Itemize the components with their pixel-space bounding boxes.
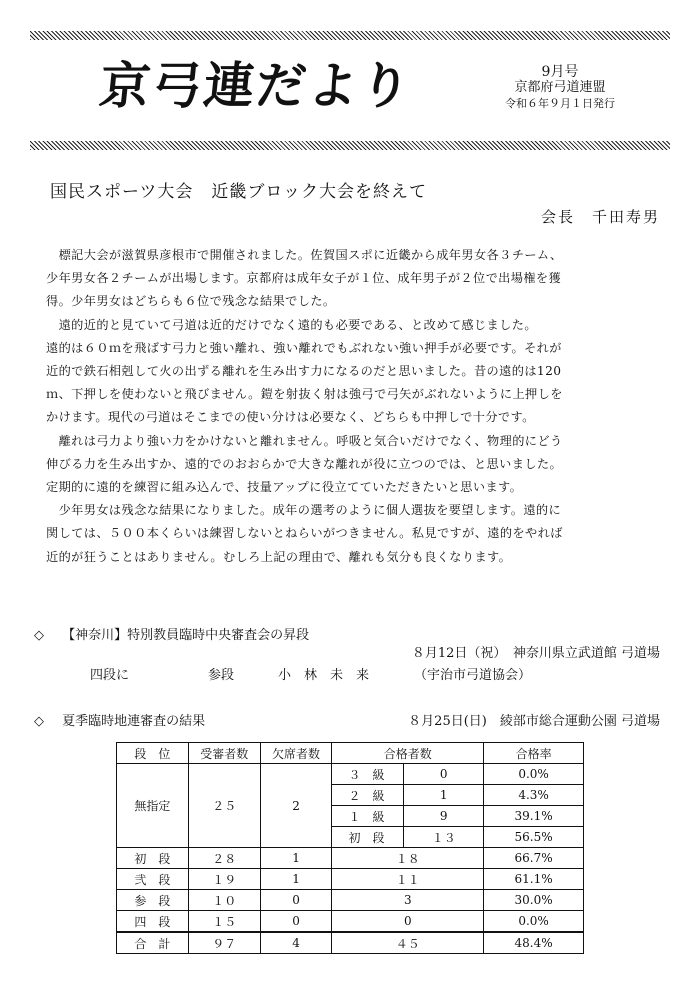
sub-passed: 1 <box>404 785 484 806</box>
article-author: 会長 千田寿男 <box>540 208 660 226</box>
row-rank: 四 段 <box>117 911 189 933</box>
row-absent: 0 <box>260 890 332 911</box>
promotion-date-venue: ８月12日（祝） 神奈川県立武道館 弓道場 <box>411 646 660 661</box>
table-row <box>117 764 584 785</box>
sub-grade: 初 段 <box>332 827 404 848</box>
row-absent: 0 <box>260 911 332 933</box>
table-row <box>117 869 584 890</box>
exam-results-table <box>116 742 584 954</box>
unspecified-examinees: ２５ <box>188 764 260 848</box>
header-rank: 段 位 <box>117 743 189 764</box>
row-rate: 0.0% <box>484 911 584 933</box>
table-header-row <box>117 743 584 764</box>
sub-rate: 56.5% <box>484 827 584 848</box>
header-examinees: 受審者数 <box>188 743 260 764</box>
total-rate: 48.4% <box>484 932 584 954</box>
article-paragraph: 離れは弓力より強い力をかけないと離れません。呼吸と気合いだけでなく、物理的にどう 伸びる力を生み出すか、遠的でのおおらかで大きな離れが役に立つのでは、と思いました。 定期的に遠的を練習に組み込んで、技量アップに役立てていただきたいと思います。 <box>46 433 563 495</box>
exam-heading <box>34 710 205 729</box>
table-row <box>117 911 584 933</box>
row-rank: 弐 段 <box>117 869 189 890</box>
row-passed: 0 <box>332 911 484 933</box>
sub-passed: １３ <box>404 827 484 848</box>
article-paragraph: 少年男女は残念な結果になりました。成年の選考のように個人選抜を要望します。遠的に 関しては、５００本くらいは練習しないとねらいがつきません。私見ですが、遠的をやれば 近的が狂うことはありません。むしろ上記の理由で、離れも気分も良くなります。 <box>46 503 563 564</box>
sub-passed: 0 <box>404 764 484 785</box>
row-rank: 参 段 <box>117 890 189 911</box>
issue-month: 9月号 <box>541 64 579 80</box>
total-examinees: ９７ <box>188 932 260 954</box>
row-passed: １１ <box>332 869 484 890</box>
sub-grade: ２ 級 <box>332 785 404 806</box>
table-row <box>117 890 584 911</box>
article-title: 国民スポーツ大会 近畿ブロック大会を終えて <box>50 182 427 202</box>
header-absent: 欠席者数 <box>260 743 332 764</box>
masthead-title: 京弓連だより <box>96 56 416 115</box>
row-rate: 66.7% <box>484 848 584 869</box>
promotion-association: （宇治市弓道協会） <box>414 668 532 683</box>
article-body <box>46 244 658 569</box>
publisher: 京都府弓道連盟 <box>514 80 606 95</box>
total-rank: 合 計 <box>117 932 189 954</box>
total-row <box>117 932 584 954</box>
issue-date: 令和６年９月１日発行 <box>505 97 615 110</box>
article-paragraph: 標記大会が滋賀県彦根市で開催されました。佐賀国スポに近畿から成年男女各３チーム、 少年男女各２チームが出場します。京都府は成年女子が１位、成年男子が２位で出場権を獲 得。少年男女はどちらも６位で残念な結果でした。 <box>46 248 563 309</box>
unspecified-label: 無指定 <box>117 764 189 848</box>
diamond-marker: ◇ <box>34 628 44 643</box>
sub-grade: ３ 級 <box>332 764 404 785</box>
row-passed: １８ <box>332 848 484 869</box>
table-row <box>117 848 584 869</box>
header-rate: 合格率 <box>484 743 584 764</box>
row-rate: 61.1% <box>484 869 584 890</box>
sub-rate: 4.3% <box>484 785 584 806</box>
total-absent: 4 <box>260 932 332 954</box>
promotion-rank-old: 参段 <box>208 668 235 683</box>
promotion-heading <box>34 624 309 643</box>
row-examinees: ２８ <box>188 848 260 869</box>
masthead-top-border <box>30 31 670 40</box>
total-passed: ４５ <box>332 932 484 954</box>
sub-rate: 0.0% <box>484 764 584 785</box>
row-passed: 3 <box>332 890 484 911</box>
row-examinees: １９ <box>188 869 260 890</box>
promotion-name: 小 林 未 来 <box>278 668 370 683</box>
row-examinees: １５ <box>188 911 260 933</box>
row-rate: 30.0% <box>484 890 584 911</box>
issue-info <box>480 64 640 112</box>
sub-rate: 39.1% <box>484 806 584 827</box>
exam-title: 夏季臨時地連審査の結果 <box>62 714 206 729</box>
row-rank: 初 段 <box>117 848 189 869</box>
article-paragraph: 遠的近的と見ていて弓道は近的だけでなく遠的も必要である、と改めて感じました。 遠的は６０ｍを飛ばす弓力と強い離れ、強い離れでもぶれない強い押手が必要です。それが 近的で鉄石相剋して火の出ずる離れを生み出す力になるのだと思いました。昔の遠的は120 ｍ、下押しを使わないと飛びません。鎧を射抜く射は強弓で弓矢がぶれないように上押しを かけます。現代の弓道はそこまでの使い分けは必要なく、どちらも中押しで十分です。 <box>46 317 563 425</box>
sub-passed: 9 <box>404 806 484 827</box>
header-passed: 合格者数 <box>332 743 484 764</box>
row-absent: 1 <box>260 848 332 869</box>
unspecified-absent: 2 <box>260 764 332 848</box>
exam-date-venue: ８月25日(日) 綾部市総合運動公園 弓道場 <box>408 714 660 729</box>
promotion-title: 【神奈川】特別教員臨時中央審査会の昇段 <box>62 628 310 643</box>
row-examinees: １０ <box>188 890 260 911</box>
row-absent: 1 <box>260 869 332 890</box>
diamond-marker: ◇ <box>34 714 44 729</box>
masthead-bottom-border <box>30 141 670 150</box>
sub-grade: １ 級 <box>332 806 404 827</box>
promotion-rank-new: 四段に <box>90 668 130 683</box>
